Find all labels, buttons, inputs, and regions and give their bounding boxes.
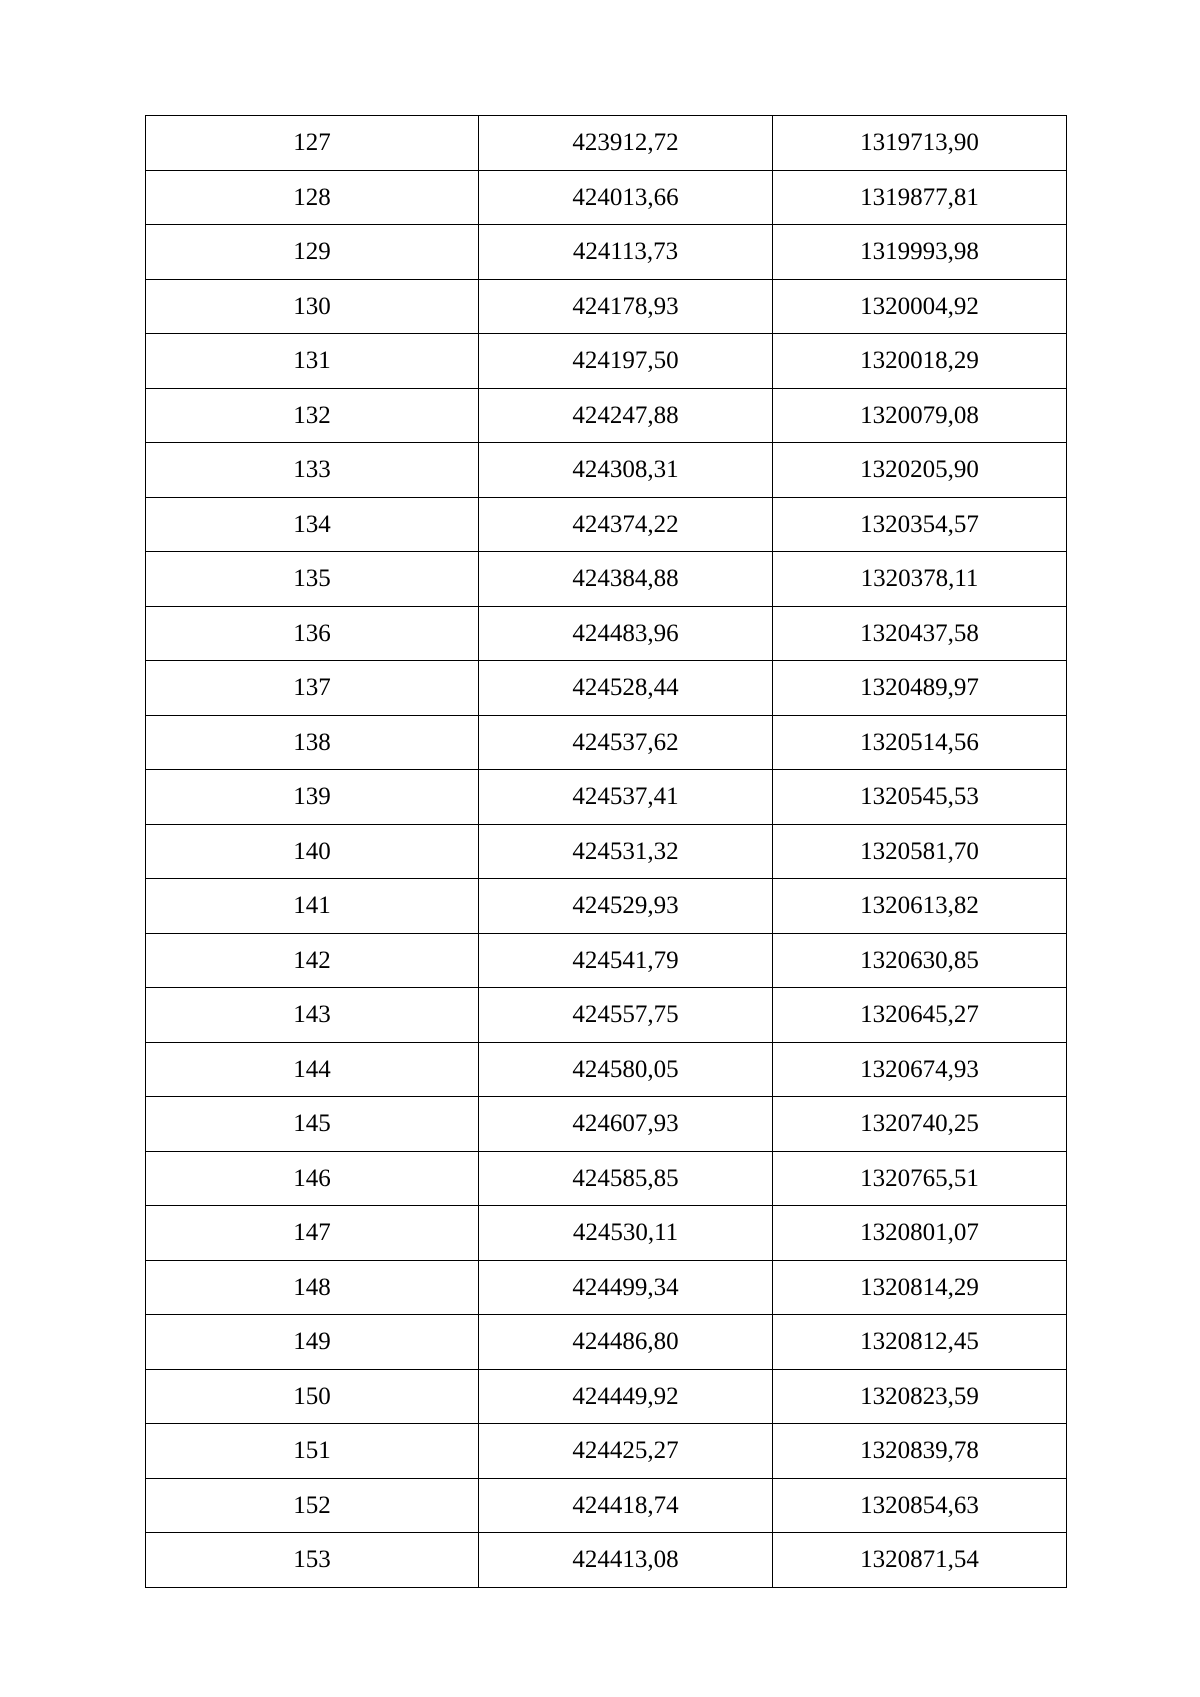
x-coordinate-cell: 424384,88: [479, 552, 773, 607]
x-coordinate-cell: 424486,80: [479, 1315, 773, 1370]
y-coordinate-cell: 1320674,93: [773, 1042, 1067, 1097]
point-number-cell: 150: [146, 1369, 479, 1424]
x-coordinate-cell: 424585,85: [479, 1151, 773, 1206]
point-number-cell: 136: [146, 606, 479, 661]
y-coordinate-cell: 1320514,56: [773, 715, 1067, 770]
x-coordinate-cell: 424557,75: [479, 988, 773, 1043]
table-row: [146, 1097, 1067, 1152]
table-row: [146, 1315, 1067, 1370]
x-coordinate-cell: 424537,41: [479, 770, 773, 825]
point-number-cell: 145: [146, 1097, 479, 1152]
point-number-cell: 134: [146, 497, 479, 552]
y-coordinate-cell: 1320801,07: [773, 1206, 1067, 1261]
x-coordinate-cell: 423912,72: [479, 116, 773, 171]
table-row: [146, 552, 1067, 607]
table-row: [146, 1478, 1067, 1533]
x-coordinate-cell: 424425,27: [479, 1424, 773, 1479]
point-number-cell: 141: [146, 879, 479, 934]
table-row: [146, 497, 1067, 552]
y-coordinate-cell: 1320018,29: [773, 334, 1067, 389]
table-row: [146, 170, 1067, 225]
x-coordinate-cell: 424483,96: [479, 606, 773, 661]
point-number-cell: 139: [146, 770, 479, 825]
x-coordinate-cell: 424413,08: [479, 1533, 773, 1588]
table-row: [146, 606, 1067, 661]
y-coordinate-cell: 1320354,57: [773, 497, 1067, 552]
y-coordinate-cell: 1320378,11: [773, 552, 1067, 607]
point-number-cell: 140: [146, 824, 479, 879]
x-coordinate-cell: 424178,93: [479, 279, 773, 334]
x-coordinate-cell: 424013,66: [479, 170, 773, 225]
table-row: [146, 661, 1067, 716]
y-coordinate-cell: 1320489,97: [773, 661, 1067, 716]
table-row: [146, 824, 1067, 879]
y-coordinate-cell: 1320839,78: [773, 1424, 1067, 1479]
y-coordinate-cell: 1320812,45: [773, 1315, 1067, 1370]
y-coordinate-cell: 1320079,08: [773, 388, 1067, 443]
table-row: [146, 1151, 1067, 1206]
y-coordinate-cell: 1319713,90: [773, 116, 1067, 171]
point-number-cell: 147: [146, 1206, 479, 1261]
x-coordinate-cell: 424541,79: [479, 933, 773, 988]
x-coordinate-cell: 424113,73: [479, 225, 773, 280]
y-coordinate-cell: 1320205,90: [773, 443, 1067, 498]
x-coordinate-cell: 424537,62: [479, 715, 773, 770]
table-row: [146, 334, 1067, 389]
table-row: [146, 388, 1067, 443]
y-coordinate-cell: 1320545,53: [773, 770, 1067, 825]
y-coordinate-cell: 1319877,81: [773, 170, 1067, 225]
table-row: [146, 770, 1067, 825]
coordinates-table-body: [146, 116, 1067, 1588]
coordinates-table: [145, 115, 1067, 1588]
x-coordinate-cell: 424607,93: [479, 1097, 773, 1152]
y-coordinate-cell: 1320437,58: [773, 606, 1067, 661]
point-number-cell: 146: [146, 1151, 479, 1206]
table-row: [146, 116, 1067, 171]
point-number-cell: 137: [146, 661, 479, 716]
point-number-cell: 151: [146, 1424, 479, 1479]
x-coordinate-cell: 424308,31: [479, 443, 773, 498]
table-row: [146, 1369, 1067, 1424]
x-coordinate-cell: 424247,88: [479, 388, 773, 443]
point-number-cell: 148: [146, 1260, 479, 1315]
table-row: [146, 879, 1067, 934]
x-coordinate-cell: 424197,50: [479, 334, 773, 389]
table-row: [146, 1260, 1067, 1315]
table-row: [146, 225, 1067, 280]
y-coordinate-cell: 1320740,25: [773, 1097, 1067, 1152]
table-row: [146, 988, 1067, 1043]
point-number-cell: 143: [146, 988, 479, 1043]
x-coordinate-cell: 424499,34: [479, 1260, 773, 1315]
point-number-cell: 153: [146, 1533, 479, 1588]
table-row: [146, 279, 1067, 334]
y-coordinate-cell: 1320613,82: [773, 879, 1067, 934]
x-coordinate-cell: 424528,44: [479, 661, 773, 716]
point-number-cell: 127: [146, 116, 479, 171]
x-coordinate-cell: 424418,74: [479, 1478, 773, 1533]
y-coordinate-cell: 1320765,51: [773, 1151, 1067, 1206]
point-number-cell: 144: [146, 1042, 479, 1097]
point-number-cell: 142: [146, 933, 479, 988]
y-coordinate-cell: 1320645,27: [773, 988, 1067, 1043]
x-coordinate-cell: 424374,22: [479, 497, 773, 552]
x-coordinate-cell: 424580,05: [479, 1042, 773, 1097]
point-number-cell: 128: [146, 170, 479, 225]
y-coordinate-cell: 1320854,63: [773, 1478, 1067, 1533]
point-number-cell: 149: [146, 1315, 479, 1370]
point-number-cell: 132: [146, 388, 479, 443]
point-number-cell: 152: [146, 1478, 479, 1533]
table-row: [146, 933, 1067, 988]
point-number-cell: 131: [146, 334, 479, 389]
table-row: [146, 443, 1067, 498]
y-coordinate-cell: 1320581,70: [773, 824, 1067, 879]
y-coordinate-cell: 1320814,29: [773, 1260, 1067, 1315]
table-row: [146, 1424, 1067, 1479]
y-coordinate-cell: 1319993,98: [773, 225, 1067, 280]
point-number-cell: 130: [146, 279, 479, 334]
y-coordinate-cell: 1320823,59: [773, 1369, 1067, 1424]
point-number-cell: 129: [146, 225, 479, 280]
point-number-cell: 138: [146, 715, 479, 770]
point-number-cell: 133: [146, 443, 479, 498]
point-number-cell: 135: [146, 552, 479, 607]
table-row: [146, 1042, 1067, 1097]
x-coordinate-cell: 424530,11: [479, 1206, 773, 1261]
y-coordinate-cell: 1320004,92: [773, 279, 1067, 334]
x-coordinate-cell: 424529,93: [479, 879, 773, 934]
table-row: [146, 1206, 1067, 1261]
x-coordinate-cell: 424531,32: [479, 824, 773, 879]
y-coordinate-cell: 1320871,54: [773, 1533, 1067, 1588]
table-row: [146, 715, 1067, 770]
y-coordinate-cell: 1320630,85: [773, 933, 1067, 988]
table-row: [146, 1533, 1067, 1588]
x-coordinate-cell: 424449,92: [479, 1369, 773, 1424]
